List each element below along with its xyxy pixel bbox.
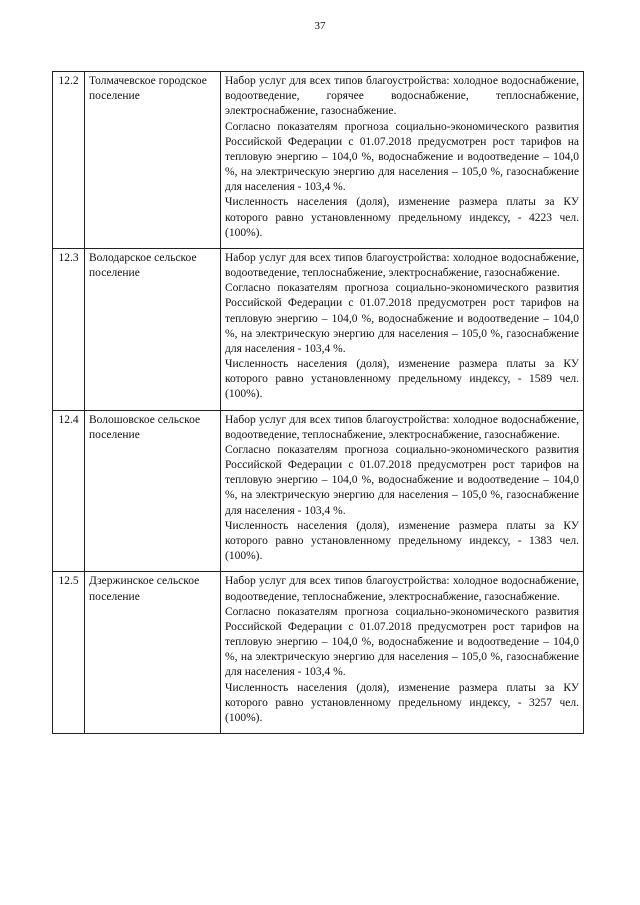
- row-number: 12.5: [53, 572, 85, 734]
- settlement-name: Волошовское сельское поселение: [85, 410, 221, 572]
- services-text: Набор услуг для всех типов благоустройства: холодное водоснабжение, водоотведение, теплоснабжение, электроснабжение, газоснабжение.: [225, 251, 579, 280]
- row-description: [221, 572, 584, 734]
- row-description: [221, 72, 584, 249]
- row-description: [221, 410, 584, 572]
- settlement-name: Володарское сельское поселение: [85, 248, 221, 410]
- forecast-text: Согласно показателям прогноза социально-экономического развития Российской Федерации с 01.07.2018 предусмотрен рост тарифов на тепловую энергию – 104,0 %, водоснабжение и водоотведение – 104,0 %, на электрическую энергию для населения – 105,0 %, газоснабжение для населения - 103,4 %.: [225, 120, 579, 194]
- services-text: Набор услуг для всех типов благоустройства: холодное водоснабжение, водоотведение, теплоснабжение, электроснабжение, газоснабжение.: [225, 413, 579, 441]
- row-number: 12.4: [53, 410, 85, 572]
- services-text: Набор услуг для всех типов благоустройства: холодное водоснабжение, водоотведение, горячее водоснабжение, теплоснабжение, электроснабжение, газоснабжение.: [225, 75, 579, 118]
- population-text: Численность населения (доля), изменение размера платы за КУ которого равно установленному предельному индексу, - 1383 чел. (100%).: [225, 519, 579, 563]
- table-row: [53, 572, 584, 734]
- page-number: 37: [314, 20, 326, 32]
- table-row: [53, 248, 584, 410]
- forecast-text: Согласно показателям прогноза социально-экономического развития Российской Федерации с 01.07.2018 предусмотрен рост тарифов на тепловую энергию – 104,0 %, водоснабжение и водоотведение – 104,0 %, на электрическую энергию для населения – 105,0 %, газоснабжение для населения - 103,4 %.: [225, 443, 579, 517]
- settlement-name: Толмачевское городское поселение: [85, 72, 221, 249]
- population-text: Численность населения (доля), изменение размера платы за КУ которого равно установленному предельному индексу, - 3257 чел. (100%).: [225, 681, 579, 724]
- table-row: [53, 410, 584, 572]
- row-number: 12.3: [53, 248, 85, 410]
- settlements-table: [52, 71, 584, 734]
- row-description: [221, 248, 584, 410]
- services-text: Набор услуг для всех типов благоустройства: холодное водоснабжение, водоотведение, теплоснабжение, электроснабжение, газоснабжение.: [225, 575, 579, 603]
- row-number: 12.2: [53, 72, 85, 249]
- table-row: [53, 72, 584, 249]
- population-text: Численность населения (доля), изменение размера платы за КУ которого равно установленному предельному индексу, - 4223 чел. (100%).: [225, 196, 579, 239]
- forecast-text: Согласно показателям прогноза социально-экономического развития Российской Федерации с 01.07.2018 предусмотрен рост тарифов на тепловую энергию – 104,0 %, водоснабжение и водоотведение – 104,0 %, на электрическую энергию для населения – 105,0 %, газоснабжение для населения - 103,4 %.: [225, 282, 579, 355]
- settlement-name: Дзержинское сельское поселение: [85, 572, 221, 734]
- forecast-text: Согласно показателям прогноза социально-экономического развития Российской Федерации с 01.07.2018 предусмотрен рост тарифов на тепловую энергию – 104,0 %, водоснабжение и водоотведение – 104,0 %, на электрическую энергию для населения – 105,0 %, газоснабжение для населения - 103,4 %.: [225, 605, 579, 679]
- population-text: Численность населения (доля), изменение размера платы за КУ которого равно установленному предельному индексу, - 1589 чел. (100%).: [225, 358, 579, 401]
